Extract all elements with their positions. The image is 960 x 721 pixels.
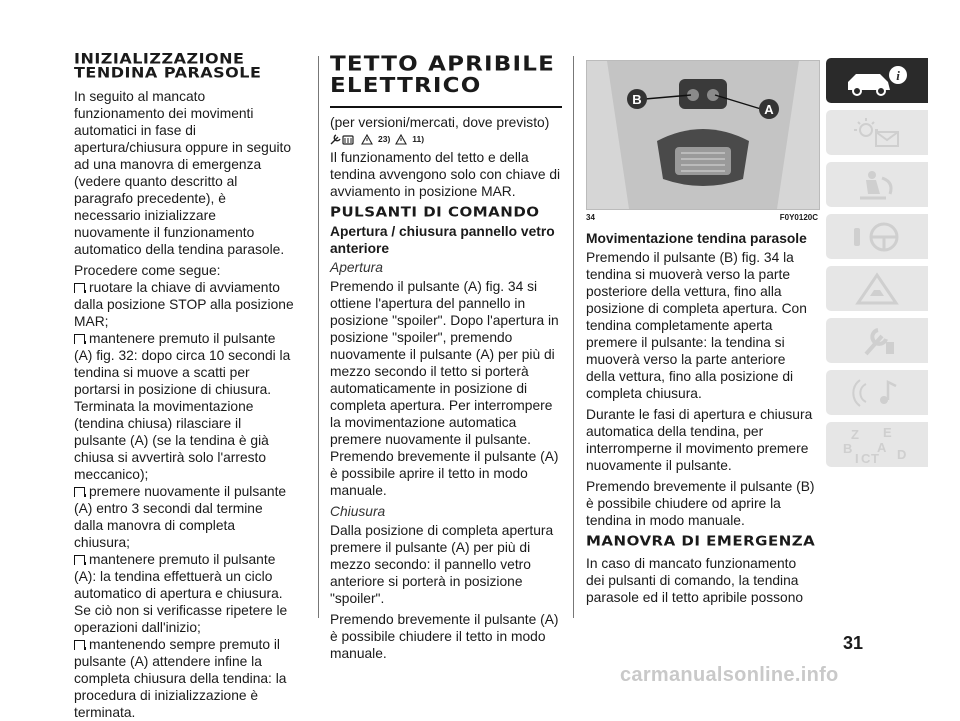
sunshade-p2: Durante le fasi di apertura e chiusura automatica della tendina, per interromperne il movimento premere nuovamente il pulsante. <box>586 407 813 473</box>
figure-code: F0Y0120C <box>779 213 818 222</box>
closing-text: Dalla posizione di completa apertura premere il pulsante (A) per più di mezzo secondo: il pannello vetro anteriore si porterà in posizione "spoiler". <box>330 523 554 607</box>
column-divider <box>318 56 319 618</box>
tab-car-info[interactable] <box>826 58 928 103</box>
callout-b-label: B <box>632 92 642 107</box>
section-title-emergency: MANOVRA DI EMERGENZA <box>586 533 816 550</box>
subsection-sunshade: Movimentazione tendina parasole <box>586 231 807 246</box>
section-title-initialization: INIZIALIZZAZIONE TENDINA PARASOLE <box>74 50 262 82</box>
svg-text:C: C <box>861 450 871 465</box>
steering-wheel-icon <box>842 220 912 254</box>
figure-caption <box>586 213 818 222</box>
watermark: carmanualsonline.info <box>620 664 839 686</box>
callout-a-label: A <box>764 102 774 117</box>
bullet-icon <box>74 283 85 290</box>
column-sunroof <box>330 52 562 666</box>
column-sunshade <box>586 52 818 610</box>
warning-triangle-icon <box>395 134 407 145</box>
section-title-sunroof: TETTO APRIBILE ELETTRICO <box>330 53 556 98</box>
figure-number: 34 <box>586 213 595 222</box>
roof-control-figure <box>586 60 820 210</box>
svg-text:D: D <box>897 446 907 462</box>
roof-console-illustration <box>587 61 819 209</box>
emergency-text: In caso di mancato funzionamento dei pulsanti di comando, la tendina parasole ed il tetto apribile possono <box>586 555 804 605</box>
svg-text:E: E <box>883 424 892 440</box>
index-letters-icon <box>837 425 917 465</box>
tab-maintenance[interactable] <box>826 318 928 363</box>
svg-text:i: i <box>896 67 900 83</box>
svg-text:B: B <box>843 440 853 456</box>
warning-lights-icon <box>842 116 912 150</box>
procedure-label: Procedere come segue: <box>74 263 221 278</box>
title-rule <box>330 106 562 108</box>
svg-text:T: T <box>871 450 879 465</box>
sunshade-p1: Premendo il pulsante (B) fig. 34 la tendina si muoverà verso la parte posteriore della vettura, fino alla posizione di completa apertura. Con tendina completamente aperta premere il pulsante: la tendina si muoverà verso la parte anteriore della vettura, fino alla posizione di completa chiusura. <box>586 250 807 401</box>
emergency-triangle-icon <box>842 272 912 306</box>
step-1: ruotare la chiave di avviamento dalla posizione STOP alla posizione MAR; <box>74 280 294 329</box>
warning-triangle-icon <box>361 134 373 145</box>
maintenance-wrench-icon <box>842 324 912 358</box>
svg-text:Z: Z <box>851 426 859 442</box>
chapter-tabs <box>826 58 928 474</box>
tab-warning-lights[interactable] <box>826 110 928 155</box>
warning-references <box>330 132 562 146</box>
tab-safety[interactable] <box>826 162 928 207</box>
step-2: mantenere premuto il pulsante (A) fig. 32: dopo circa 10 secondi la tendina si muove a scatti per portarsi in posizione di chiusura. Terminata la movimentazione (tendina chiusa) rilasciare il pulsante (A) (se la tendina è già chiusa si avvertirà solo l'arresto meccanico); <box>74 331 291 482</box>
multimedia-icon <box>842 376 912 410</box>
step-5: mantenendo sempre premuto il pulsante (A) attendere infine la completa chiusura della tendina: la procedura di inizializzazione è terminata. <box>74 637 287 720</box>
sunshade-p3: Premendo brevemente il pulsante (B) è possibile chiudere od aprire la tendina in modo manuale. <box>586 479 815 528</box>
bullet-icon <box>74 487 85 494</box>
warning-ref-1: 23) <box>378 134 391 145</box>
tab-starting[interactable] <box>826 214 928 259</box>
versions-note: (per versioni/mercati, dove previsto) <box>330 115 550 131</box>
tab-multimedia[interactable] <box>826 370 928 415</box>
wrench-car-icon <box>330 132 356 146</box>
bullet-icon <box>74 334 85 341</box>
tab-index[interactable] <box>826 422 928 467</box>
step-4: mantenere premuto il pulsante (A): la tendina effettuerà un ciclo automatico di apertura e chiusura. Se ciò non si verificasse ripetere le operazioni dall'inizio; <box>74 552 288 635</box>
label-closing: Chiusura <box>330 504 386 520</box>
opening-text: Premendo il pulsante (A) fig. 34 si ottiene l'apertura del pannello in posizione "spoiler". Dopo l'apertura in posizione "spoiler", premendo nuovamente il pulsante (A) per più di mezzo secondo il tetto si porterà automaticamente in posizione di completa apertura. Per interrompere la movimentazione automatica premere nuovamente il pulsante. Premendo brevemente il pulsante (A) è possibile aprire il tetto in modo manuale. <box>330 279 559 499</box>
subsection-front-panel: Apertura / chiusura pannello vetro anteriore <box>330 224 555 257</box>
section-title-controls: PULSANTI DI COMANDO <box>330 204 540 221</box>
svg-text:I: I <box>855 450 859 465</box>
bullet-icon <box>74 555 85 562</box>
column-divider <box>573 56 574 618</box>
intro-paragraph: In seguito al mancato funzionamento dei movimenti automatici in fase di apertura/chiusura oppure in seguito ad una manovra di emergenza (vedere quanto descritto al paragrafo precedente), è necessario inizializzare nuovamente il funzionamento automatico della tendina parasole. <box>74 89 292 257</box>
column-initialization <box>74 52 294 721</box>
car-info-icon <box>842 64 912 98</box>
warning-ref-2: 11) <box>412 134 425 145</box>
page-number: 31 <box>843 633 864 653</box>
sunroof-intro: Il funzionamento del tetto e della tendina avvengono solo con chiave di avviamento in posizione MAR. <box>330 150 561 200</box>
step-3: premere nuovamente il pulsante (A) entro 3 secondi dal termine dalla manovra di completa chiusura; <box>74 484 287 550</box>
safety-airbag-icon <box>842 168 912 202</box>
svg-text:A: A <box>877 439 887 455</box>
label-opening: Apertura <box>330 260 383 276</box>
closing-text-manual: Premendo brevemente il pulsante (A) è possibile chiudere il tetto in modo manuale. <box>330 612 559 662</box>
bullet-icon <box>74 640 85 647</box>
tab-emergency[interactable] <box>826 266 928 311</box>
